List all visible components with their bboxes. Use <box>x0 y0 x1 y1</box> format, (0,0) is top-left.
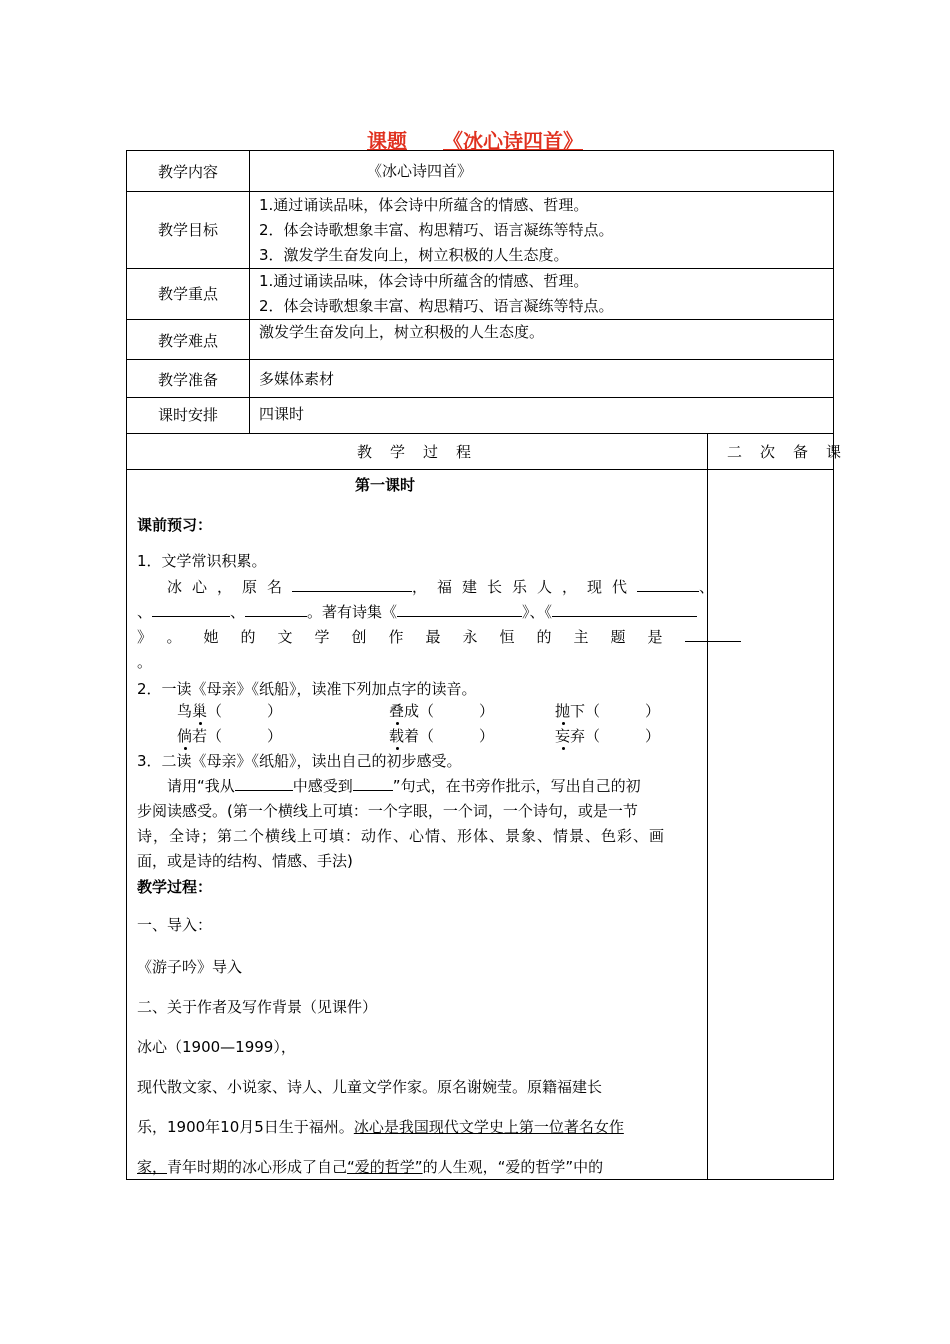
fill-blank-line-end: 。 <box>137 653 153 671</box>
text-fragment: 青年时期的冰心形成了自己 <box>167 1158 348 1176</box>
row-divider <box>127 469 833 470</box>
row-label-schedule: 课时安排 <box>157 406 218 424</box>
row-label-key-points: 教学重点 <box>157 285 218 303</box>
text-fragment: 、 <box>699 578 725 596</box>
preview-item-1: 1．文学常识积累。 <box>137 552 267 570</box>
text-fragment: 请用“我从 <box>167 777 235 795</box>
revision-header: 二次备课 <box>727 443 860 461</box>
blank <box>292 577 412 592</box>
dotted-char: 抛 <box>555 702 571 720</box>
objective-item: 1.通过诵读品味，体会诗中所蕴含的情感、哲理。 <box>259 196 589 214</box>
dotted-char: 倘 <box>177 727 193 745</box>
blank <box>353 776 393 791</box>
text-fragment: 》。她的文学创作最永恒的主题是 <box>137 628 685 646</box>
text-fragment: 》、《 <box>522 603 553 621</box>
text-fragment: ，福建长乐人，现代 <box>412 578 638 596</box>
row-divider <box>127 359 833 360</box>
pinyin-item <box>389 724 494 749</box>
objective-item: 3．激发学生奋发向上，树立积极的人生态度。 <box>259 246 569 264</box>
key-points-list <box>259 269 614 319</box>
row-label-objectives: 教学目标 <box>157 221 218 239</box>
objectives-list <box>259 193 614 268</box>
preview-item-2: 2．一读《母亲》《纸船》，读准下列加点字的读音。 <box>137 680 477 698</box>
blank <box>552 602 697 617</box>
info-column-divider <box>249 151 250 433</box>
blank <box>685 627 741 642</box>
instruction-line: 诗，全诗；第二个横线上可填：动作、心情、形体、景象、情景、色彩、画 <box>137 827 666 845</box>
blank <box>152 602 230 617</box>
pinyin-item <box>555 724 660 749</box>
text-fragment: 。著有诗集《 <box>307 603 398 621</box>
underlined-text: “爱的哲学” <box>347 1158 423 1176</box>
row-value-difficulties: 激发学生奋发向上，树立积极的人生态度。 <box>259 323 545 341</box>
fill-blank-line <box>167 575 724 600</box>
bio-line <box>137 1115 624 1140</box>
text-fragment: 冰心，原名 <box>167 578 293 596</box>
row-value-preparation: 多媒体素材 <box>259 370 335 388</box>
key-point-item: 2．体会诗歌想象丰富、构思精巧、语言凝练等特点。 <box>259 297 614 315</box>
text-fragment: 下（ ） <box>570 702 661 720</box>
text-fragment: 乐，1900年10月5日生于福州。 <box>137 1118 354 1136</box>
text-fragment: 若（ ） <box>192 727 283 745</box>
underlined-text: 家， <box>137 1158 168 1176</box>
row-divider <box>127 397 833 398</box>
process-header: 教学过程 <box>357 443 490 461</box>
text-fragment: 的人生观，“爱的哲学”中的 <box>422 1158 604 1176</box>
dotted-char: 妄 <box>555 727 571 745</box>
dotted-char: 载 <box>389 727 405 745</box>
preview-title: 课前预习： <box>137 516 213 534</box>
step-1-text: 《游子吟》导入 <box>137 958 243 976</box>
step-1: 一、导入： <box>137 916 213 934</box>
instruction-line: 面，或是诗的结构、情感、手法) <box>137 852 353 870</box>
title-prefix: 课题 <box>367 129 407 153</box>
blank <box>235 776 293 791</box>
underlined-text: 冰心是我国现代文学史上第一位著名女作 <box>353 1118 624 1136</box>
row-value-content: 《冰心诗四首》 <box>367 162 473 180</box>
text-fragment: ”句式，在书旁作批示，写出自己的初 <box>392 777 641 795</box>
title-name: 《冰心诗四首》 <box>443 129 583 153</box>
bio-line: 现代散文家、小说家、诗人、儿童文学作家。原名谢婉莹。原籍福建长 <box>137 1078 603 1096</box>
instruction-line <box>167 774 641 799</box>
pinyin-item <box>555 699 660 724</box>
preview-item-3: 3．二读《母亲》《纸船》，读出自己的初步感受。 <box>137 752 462 770</box>
text-fragment: 着（ ） <box>404 727 495 745</box>
text-fragment: （ ） <box>207 702 283 720</box>
text-fragment: 鸟 <box>177 702 193 720</box>
row-value-schedule: 四课时 <box>259 405 305 423</box>
text-fragment: 弃（ ） <box>570 727 661 745</box>
dotted-char: 巢 <box>192 702 208 720</box>
instruction-line: 步阅读感受。(第一个横线上可填：一个字眼，一个词，一个诗句，或是一节 <box>137 802 638 820</box>
pinyin-item <box>177 699 282 724</box>
pinyin-item <box>177 724 282 749</box>
blank <box>637 577 699 592</box>
pinyin-item <box>389 699 494 724</box>
blank <box>245 602 307 617</box>
row-divider <box>127 433 833 434</box>
text-fragment: 成（ ） <box>404 702 495 720</box>
blank <box>397 602 522 617</box>
process-column-divider <box>707 433 708 1179</box>
lesson-heading: 第一课时 <box>355 476 416 494</box>
row-label-content: 教学内容 <box>157 163 218 181</box>
lesson-plan-table <box>126 150 860 1180</box>
text-fragment: 、 <box>230 603 246 621</box>
process-title: 教学过程： <box>137 878 213 896</box>
step-2: 二、关于作者及写作背景（见课件） <box>137 998 378 1016</box>
dotted-char: 叠 <box>389 702 405 720</box>
row-label-difficulties: 教学难点 <box>157 332 218 350</box>
fill-blank-line <box>137 600 697 625</box>
bio-line <box>137 1155 603 1180</box>
key-point-item: 1.通过诵读品味，体会诗中所蕴含的情感、哲理。 <box>259 272 589 290</box>
row-label-preparation: 教学准备 <box>157 371 218 389</box>
fill-blank-line <box>137 625 741 650</box>
objective-item: 2．体会诗歌想象丰富、构思精巧、语言凝练等特点。 <box>259 221 614 239</box>
text-fragment: 、 <box>137 603 153 621</box>
author-dates: 冰心（1900—1999）， <box>137 1038 296 1056</box>
row-divider <box>127 191 833 192</box>
text-fragment: 中感受到 <box>292 777 353 795</box>
